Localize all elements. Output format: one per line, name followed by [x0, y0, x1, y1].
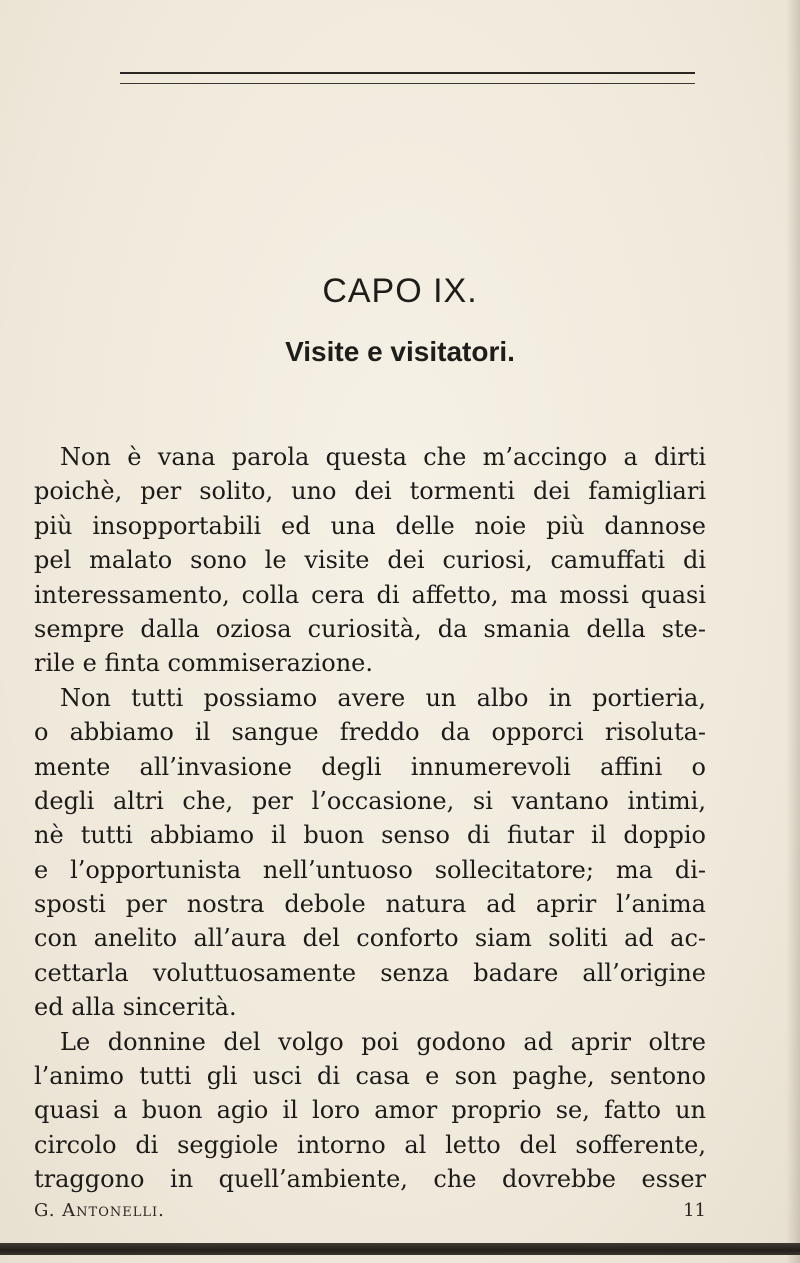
- page-footer: [34, 1200, 706, 1228]
- chapter-title: Visite e visitatori.: [285, 336, 515, 367]
- text-line: sposti per nostra debole natura ad aprir l’anima: [34, 890, 706, 919]
- text-line: ed alla sincerità.: [34, 993, 237, 1022]
- text-line: e l’opportunista nell’untuoso sollecitatore; ma di-: [34, 855, 706, 884]
- text-line: l’animo tutti gli usci di casa e son paghe, sentono: [34, 1062, 706, 1091]
- text-line: Non è vana parola questa che m’accingo a dirti: [60, 443, 706, 471]
- text-line: cettarla voluttuosamente senza badare all’origine: [34, 958, 706, 987]
- page-bottom-edge: [0, 1243, 800, 1255]
- text-line: Le donnine del volgo poi godono ad aprir oltre: [60, 1027, 706, 1056]
- header-double-rule: [120, 72, 695, 86]
- text-line: interessamento, colla cera di affetto, ma mossi quasi: [34, 580, 706, 609]
- text-line: o abbiamo il sangue freddo da opporci risoluta-: [34, 718, 706, 747]
- printer-signature: G. Antonelli.: [34, 1200, 165, 1221]
- rule-thick: [120, 72, 695, 74]
- text-line: quasi a buon agio il loro amor proprio se, fatto un: [34, 1096, 706, 1125]
- chapter-heading: CAPO IX.: [322, 272, 478, 310]
- text-line: circolo di seggiole intorno al letto del sofferente,: [34, 1130, 706, 1159]
- page-edge-shadow: [786, 0, 800, 1263]
- text-line: sempre dalla oziosa curiosità, da smania della ste-: [34, 614, 706, 643]
- rule-thin: [120, 83, 695, 84]
- text-line: pel malato sono le visite dei curiosi, camuffati di: [34, 546, 706, 575]
- body-text: [34, 440, 706, 1197]
- text-line: Non tutti possiamo avere un albo in portieria,: [60, 683, 706, 712]
- text-line: nè tutti abbiamo il buon senso di fiutar il doppio: [34, 821, 706, 850]
- text-line: traggono in quell’ambiente, che dovrebbe esser: [34, 1165, 706, 1194]
- text-line: mente all’invasione degli innumerevoli affini o: [34, 752, 706, 781]
- text-line: rile e finta commiserazione.: [34, 649, 373, 678]
- text-line: con anelito all’aura del conforto siam soliti ad ac-: [34, 924, 706, 953]
- text-line: degli altri che, per l’occasione, si vantano intimi,: [34, 786, 706, 815]
- text-line: più insopportabili ed una delle noie più dannose: [34, 511, 706, 540]
- sheet-number: 11: [683, 1200, 706, 1221]
- text-line: poichè, per solito, uno dei tormenti dei famigliari: [34, 477, 706, 506]
